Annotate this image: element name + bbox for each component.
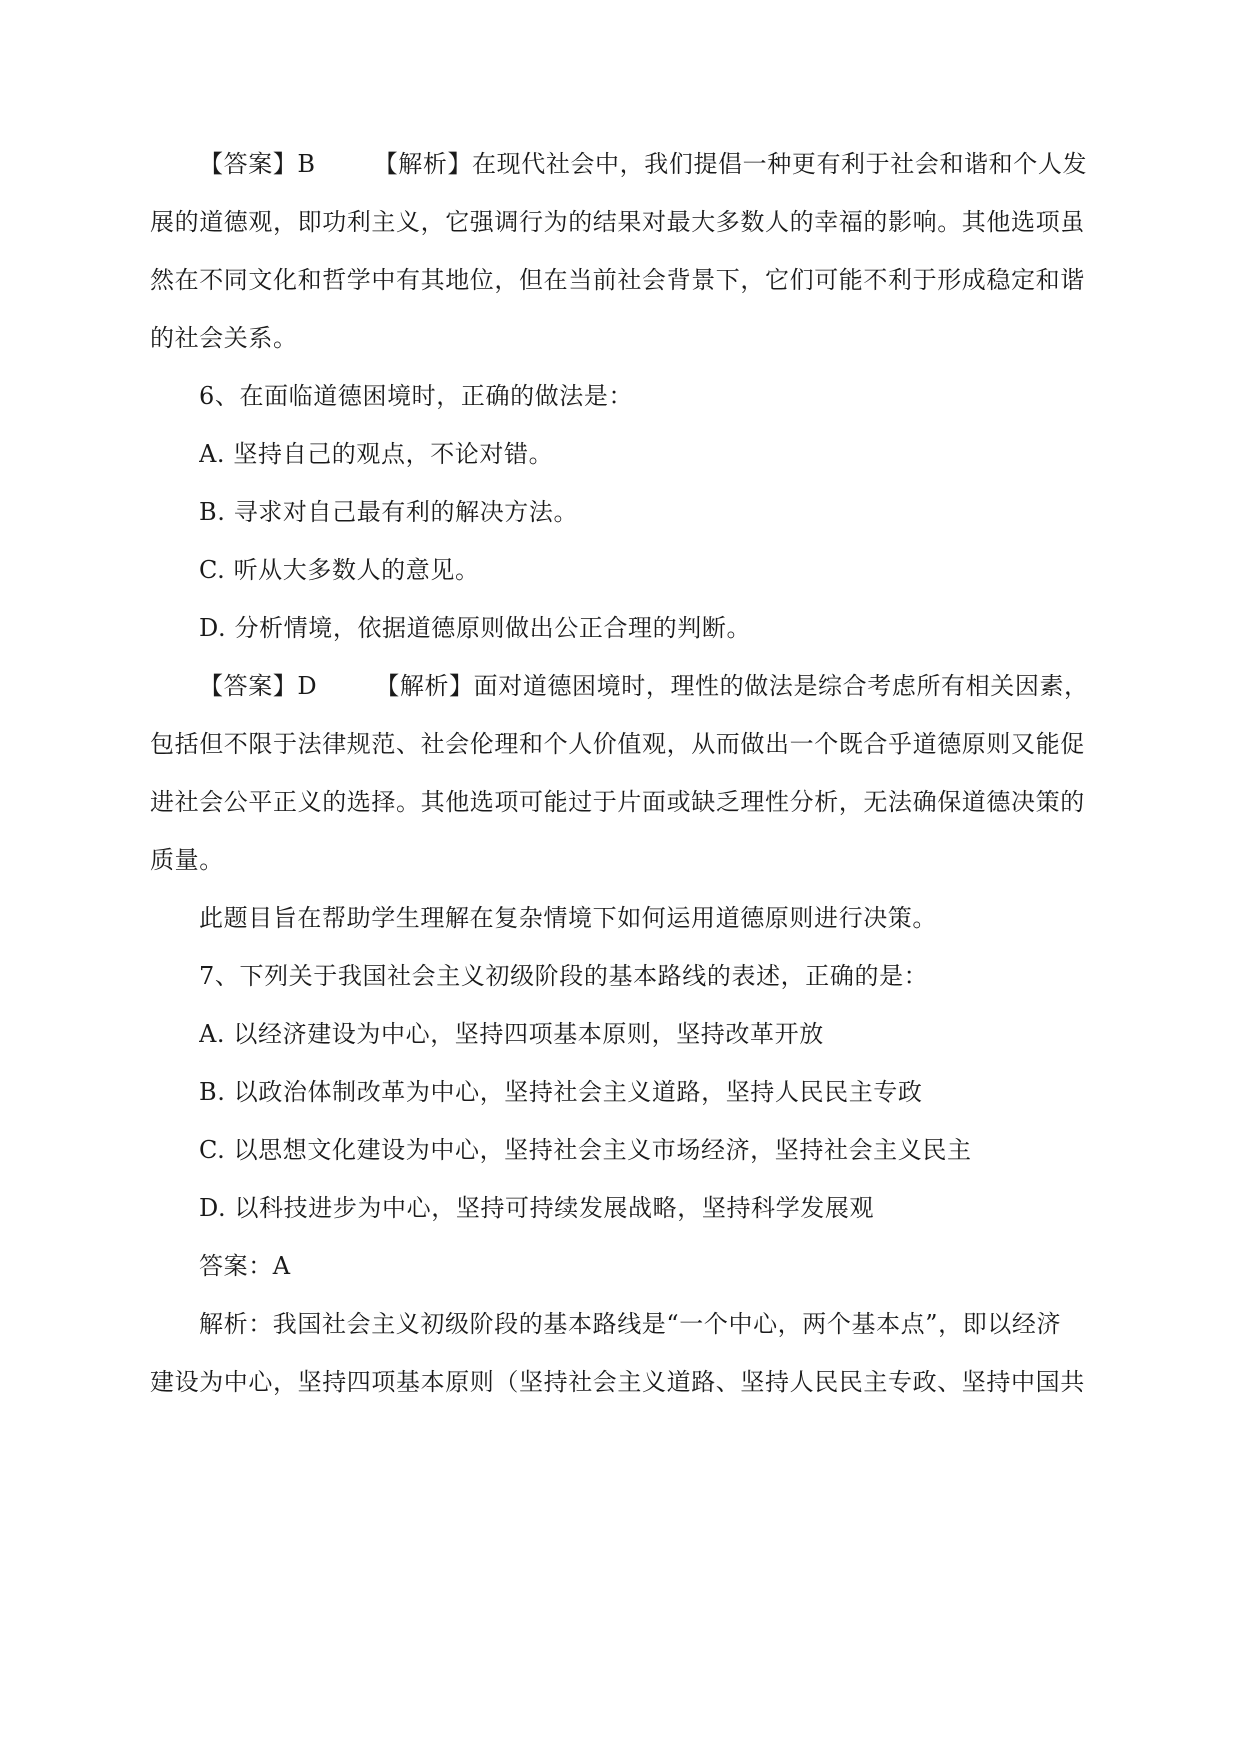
q6-question: 6、在面临道德困境时，正确的做法是： bbox=[199, 382, 634, 410]
q6-analysis-text: 面对道德困境时，理性的做法是综合考虑所有相关因素， bbox=[473, 672, 1089, 700]
q7-question: 7、下列关于我国社会主义初级阶段的基本路线的表述，正确的是： bbox=[199, 962, 929, 990]
q6-analysis-label: 【解析】 bbox=[375, 672, 474, 700]
q5-analysis-line: 然在不同文化和哲学中有其地位，但在当前社会背景下，它们可能不利于形成稳定和谐 bbox=[150, 266, 1085, 294]
q5-analysis-label: 【解析】 bbox=[373, 150, 473, 178]
q7-option-d: D. 以科技进步为中心，坚持可持续发展战略，坚持科学发展观 bbox=[199, 1194, 875, 1222]
q6-answer-line bbox=[199, 669, 1149, 703]
q5-analysis-text: 在现代社会中，我们提倡一种更有利于社会和谐和个人发 bbox=[472, 150, 1088, 178]
q6-option-a: A. 坚持自己的观点，不论对错。 bbox=[199, 440, 554, 468]
q6-note: 此题目旨在帮助学生理解在复杂情境下如何运用道德原则进行决策。 bbox=[199, 904, 937, 932]
q6-analysis-line: 质量。 bbox=[150, 846, 224, 874]
q7-option-c: C. 以思想文化建设为中心，坚持社会主义市场经济，坚持社会主义民主 bbox=[199, 1136, 972, 1164]
q6-answer-label: 【答案】D bbox=[199, 672, 318, 700]
q5-answer-line bbox=[199, 147, 1149, 181]
q7-option-b: B. 以政治体制改革为中心，坚持社会主义道路，坚持人民民主专政 bbox=[199, 1078, 923, 1106]
q7-option-a: A. 以经济建设为中心，坚持四项基本原则，坚持改革开放 bbox=[199, 1020, 824, 1048]
q5-analysis-line: 的社会关系。 bbox=[150, 324, 298, 352]
q7-analysis-line: 建设为中心，坚持四项基本原则（坚持社会主义道路、坚持人民民主专政、坚持中国共 bbox=[150, 1368, 1085, 1396]
q7-answer: 答案：A bbox=[199, 1252, 291, 1280]
q6-analysis-line: 包括但不限于法律规范、社会伦理和个人价值观，从而做出一个既合乎道德原则又能促 bbox=[150, 730, 1085, 758]
q6-analysis-line: 进社会公平正义的选择。其他选项可能过于片面或缺乏理性分析，无法确保道德决策的 bbox=[150, 788, 1085, 816]
q6-option-d: D. 分析情境，依据道德原则做出公正合理的判断。 bbox=[199, 614, 752, 642]
q6-option-b: B. 寻求对自己最有利的解决方法。 bbox=[199, 498, 579, 526]
q5-answer-label: 【答案】B bbox=[199, 150, 316, 178]
q5-analysis-line: 展的道德观，即功利主义，它强调行为的结果对最大多数人的幸福的影响。其他选项虽 bbox=[150, 208, 1085, 236]
q6-option-c: C. 听从大多数人的意见。 bbox=[199, 556, 480, 584]
q7-analysis-line: 解析：我国社会主义初级阶段的基本路线是“一个中心，两个基本点”，即以经济 bbox=[199, 1310, 1062, 1338]
